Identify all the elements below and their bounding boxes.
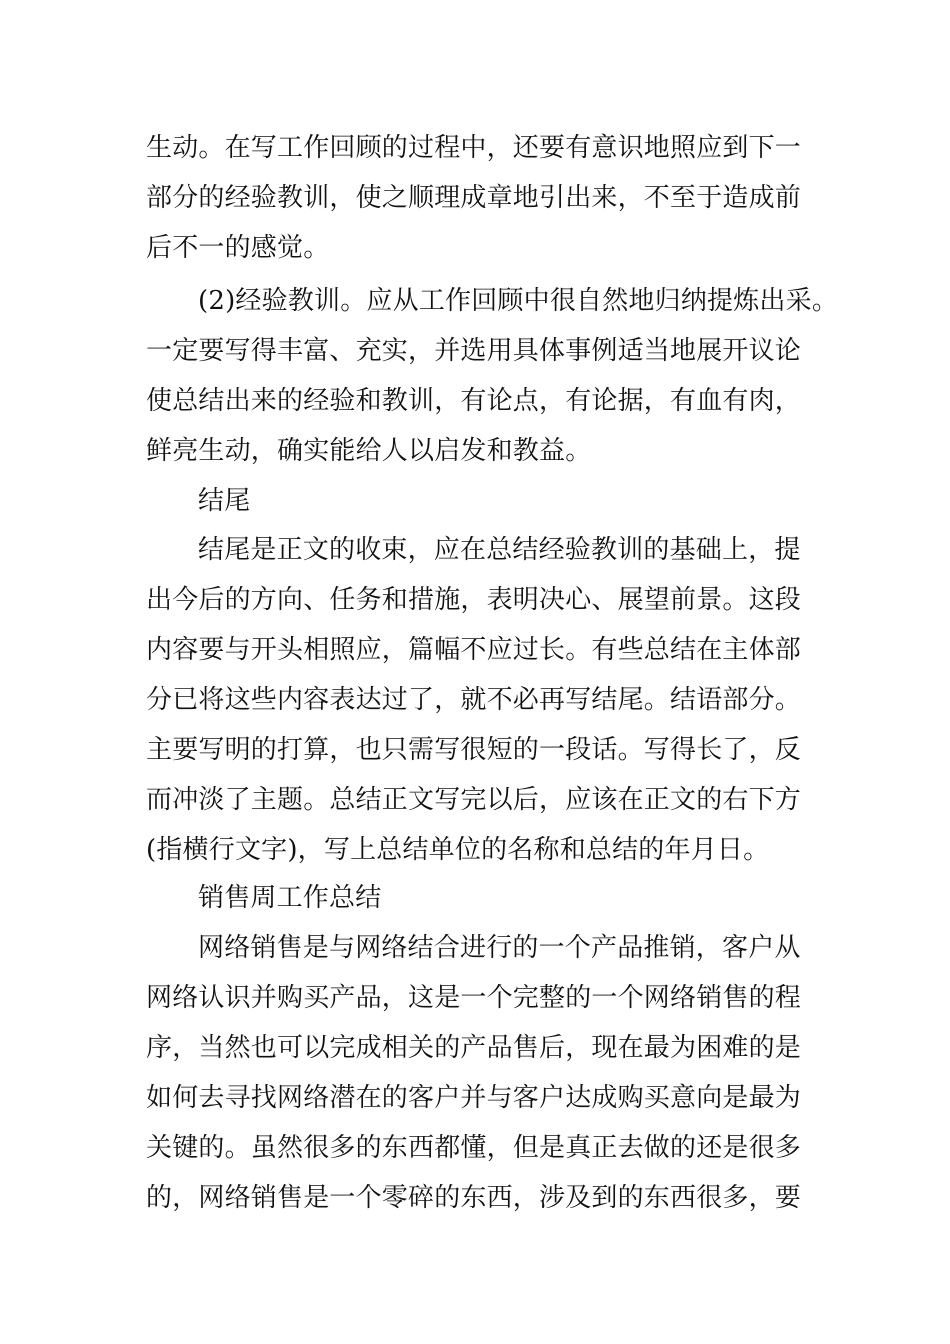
- text-line: 使总结出来的经验和教训，有论点，有论据，有血有肉，: [146, 386, 802, 416]
- text-line: 网络认识并购买产品，这是一个完整的一个网络销售的程: [146, 983, 802, 1013]
- text-line: 关键的。虽然很多的东西都懂，但是真正去做的还是很多: [146, 1133, 802, 1163]
- text-line: 部分的经验教训，使之顺理成章地引出来，不至于造成前: [146, 183, 802, 213]
- text-line: 分已将这些内容表达过了，就不必再写结尾。结语部分。: [146, 685, 802, 715]
- text-line: 后不一的感觉。: [146, 233, 330, 263]
- text-line: 鲜亮生动，确实能给人以启发和教益。: [146, 436, 592, 466]
- text-line: 生动。在写工作回顾的过程中，还要有意识地照应到下一: [146, 133, 802, 163]
- text-line: 如何去寻找网络潜在的客户并与客户达成购买意向是最为: [146, 1083, 802, 1113]
- section-heading: 结尾: [198, 486, 251, 516]
- text-line: 一定要写得丰富、充实，并选用具体事例适当地展开议论: [146, 336, 802, 366]
- text-line: 网络销售是与网络结合进行的一个产品推销，客户从: [198, 933, 801, 963]
- text-line: 序，当然也可以完成相关的产品售后，现在最为困难的是: [146, 1033, 802, 1063]
- text-line: (指横行文字)，写上总结单位的名称和总结的年月日。: [146, 835, 770, 865]
- text-line: 而冲淡了主题。总结正文写完以后，应该在正文的右下方: [146, 785, 802, 815]
- text-line: 内容要与开头相照应，篇幅不应过长。有些总结在主体部: [146, 635, 802, 665]
- text-line: 出今后的方向、任务和措施，表明决心、展望前景。这段: [146, 585, 802, 615]
- text-line: 的，网络销售是一个零碎的东西，涉及到的东西很多，要: [146, 1183, 802, 1213]
- text-line: (2)经验教训。应从工作回顾中很自然地归纳提炼出采。: [198, 286, 839, 316]
- text-line: 结尾是正文的收束，应在总结经验教训的基础上，提: [198, 535, 801, 565]
- text-line: 主要写明的打算，也只需写很短的一段话。写得长了，反: [146, 735, 802, 765]
- section-heading: 销售周工作总结: [198, 883, 382, 913]
